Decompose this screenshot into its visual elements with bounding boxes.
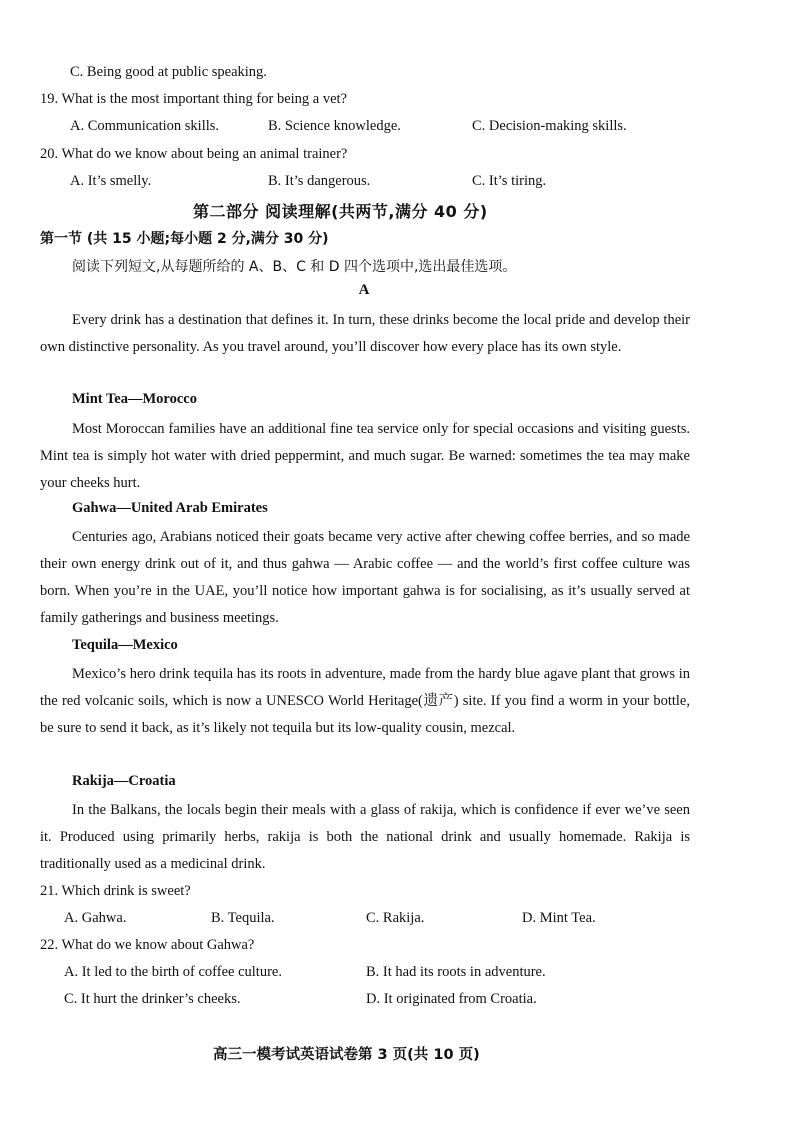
section-heading-rakija: Rakija—Croatia (72, 773, 176, 789)
q20-option-a: A. It’s smelly. (70, 173, 152, 189)
q22-option-b: B. It had its roots in adventure. (366, 964, 546, 980)
q21-stem: 21. Which drink is sweet? (40, 883, 191, 899)
section-body-mint-tea (40, 416, 690, 497)
q22-stem: 22. What do we know about Gahwa? (40, 937, 255, 953)
q20-option-c: C. It’s tiring. (472, 173, 547, 189)
section-heading-mint-tea: Mint Tea—Morocco (72, 391, 197, 407)
passage-intro-text: Every drink has a destination that defines it. In turn, these drinks become the local pride and develop their own distinctive personality. As you travel around, you’ll discover how every place has its own style. (40, 312, 690, 355)
q18-option-c: C. Being good at public speaking. (70, 64, 267, 80)
q21-option-d: D. Mint Tea. (522, 910, 596, 926)
section-body-text: Mexico’s hero drink tequila has its roots in adventure, made from the hardy blue agave plant that grows in the red volcanic soils, which is now a UNESCO World Heritage(遗产) site. If you find a worm in your bottle, be sure to send it back, as it’s likely not tequila but its low-quality cousin, mezcal. (40, 666, 690, 736)
q22-option-a: A. It led to the birth of coffee culture. (64, 964, 282, 980)
section-heading-gahwa: Gahwa—United Arab Emirates (72, 500, 268, 516)
section1-title: 第一节 (共 15 小题;每小题 2 分,满分 30 分) (40, 231, 329, 247)
section-body-text: In the Balkans, the locals begin their meals with a glass of rakija, which is confidence if ever we’ve seen it. Produced using primarily herbs, rakija is both the national drink and usually homemade. Rakija is traditionally used as a medicinal drink. (40, 802, 690, 872)
q21-option-a: A. Gahwa. (64, 910, 127, 926)
passage-letter: A (358, 282, 370, 298)
section-body-text: Centuries ago, Arabians noticed their goats became very active after chewing coffee berries, and so made their own energy drink out of it, and thus gahwa — Arabic coffee — and the world’s first coffee culture was born. When you’re in the UAE, you’ll notice how important gahwa is for socialising, as it’s usually served at family gatherings and business meetings. (40, 529, 690, 626)
section-body-text: Most Moroccan families have an additional fine tea service only for special occasions and visiting guests. Mint tea is simply hot water with dried peppermint, and much sugar. Be warned: sometimes the tea may make your cheeks hurt. (40, 421, 690, 491)
q19-stem: 19. What is the most important thing for being a vet? (40, 91, 347, 107)
q19-option-c: C. Decision-making skills. (472, 118, 627, 134)
section-heading-tequila: Tequila—Mexico (72, 637, 178, 653)
q21-option-c: C. Rakija. (366, 910, 425, 926)
q20-option-b: B. It’s dangerous. (268, 173, 371, 189)
section1-instruction: 阅读下列短文,从每题所给的 A、B、C 和 D 四个选项中,选出最佳选项。 (72, 259, 517, 275)
q19-option-a: A. Communication skills. (70, 118, 220, 134)
q21-option-b: B. Tequila. (211, 910, 275, 926)
section-body-tequila (40, 661, 690, 742)
q22-option-d: D. It originated from Croatia. (366, 991, 537, 1007)
q22-option-c: C. It hurt the drinker’s cheeks. (64, 991, 241, 1007)
section-body-gahwa (40, 524, 690, 632)
section-body-rakija (40, 797, 690, 878)
page-footer: 高三一模考试英语试卷第 3 页(共 10 页) (213, 1047, 480, 1063)
part2-title: 第二部分 阅读理解(共两节,满分 40 分) (193, 202, 488, 221)
q19-option-b: B. Science knowledge. (268, 118, 401, 134)
q20-stem: 20. What do we know about being an animal trainer? (40, 146, 348, 162)
passage-intro (40, 307, 690, 361)
